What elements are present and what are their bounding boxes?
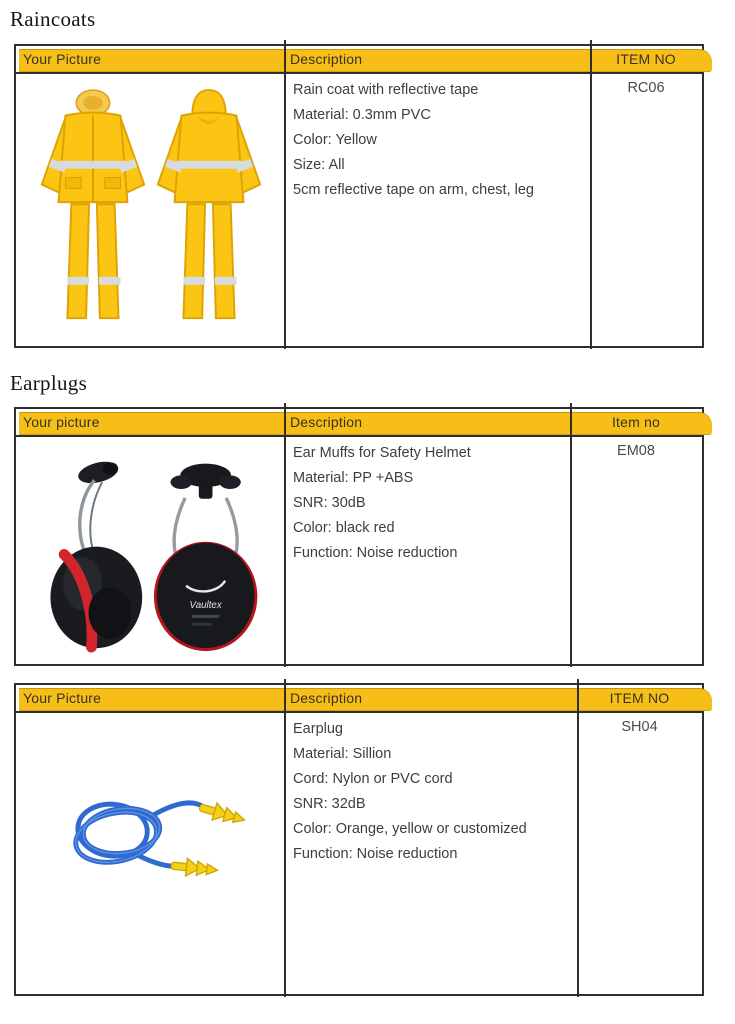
ear-muffs-table-body (16, 437, 702, 664)
raincoats-table-body (16, 74, 702, 346)
description-line: Function: Noise reduction (293, 846, 458, 862)
corded-earplugs-table-header-row (16, 685, 702, 713)
column-divider (284, 40, 286, 349)
description-line: Material: 0.3mm PVC (293, 107, 431, 123)
col-header-your-picture: Your Picture (23, 690, 102, 706)
corded-earplugs-table-body (16, 713, 702, 994)
col-header-your-picture: Your picture (23, 414, 100, 430)
ear-muffs-table-header-row (16, 409, 702, 437)
column-divider (577, 679, 579, 997)
col-header-description: Description (290, 414, 363, 430)
corded-earplugs-image (52, 765, 248, 905)
earplugs-image-cell (16, 713, 284, 994)
earplugs-item-no: SH04 (621, 719, 658, 735)
earmuff-brand-text: Vaultex (189, 600, 222, 612)
col-header-item-no: ITEM NO (609, 690, 670, 706)
column-divider (590, 40, 592, 349)
col-header-description: Description (290, 690, 363, 706)
earplugs-description-cell (284, 713, 577, 994)
description-line: Size: All (293, 157, 345, 173)
description-line: Color: Orange, yellow or customized (293, 821, 527, 837)
description-line: Ear Muffs for Safety Helmet (293, 445, 471, 461)
earplugs-heading: Earplugs (10, 371, 88, 395)
raincoat-item-no: RC06 (627, 80, 665, 96)
ear-muffs-image-cell (16, 437, 284, 664)
corded-earplugs-table (14, 683, 704, 996)
ear-muffs-image (37, 449, 263, 654)
ear-muffs-description-cell (284, 437, 570, 664)
description-line: SNR: 32dB (293, 796, 366, 812)
description-line: SNR: 30dB (293, 495, 366, 511)
raincoats-table-header-row (16, 46, 702, 74)
description-line: 5cm reflective tape on arm, chest, leg (293, 182, 534, 198)
col-header-item-no: ITEM NO (616, 51, 676, 67)
ear-muffs-table (14, 407, 704, 666)
description-line: Earplug (293, 721, 343, 737)
col-header-your-picture: Your Picture (23, 51, 102, 67)
description-line: Color: black red (293, 520, 395, 536)
raincoats-table (14, 44, 704, 348)
col-header-item-no: Item no (611, 414, 661, 430)
col-header-description: Description (290, 51, 363, 67)
raincoat-image-cell (16, 74, 284, 346)
column-divider (284, 403, 286, 667)
column-divider (570, 403, 572, 667)
description-line: Function: Noise reduction (293, 545, 458, 561)
raincoats-heading: Raincoats (10, 7, 96, 31)
description-line: Cord: Nylon or PVC cord (293, 771, 453, 787)
description-line: Color: Yellow (293, 132, 377, 148)
raincoat-image (32, 82, 268, 340)
description-line: Material: PP +ABS (293, 470, 414, 486)
description-line: Material: Sillion (293, 746, 392, 762)
raincoat-description-cell (284, 74, 590, 346)
ear-muffs-item-no: EM08 (617, 443, 655, 459)
column-divider (284, 679, 286, 997)
description-line: Rain coat with reflective tape (293, 82, 479, 98)
